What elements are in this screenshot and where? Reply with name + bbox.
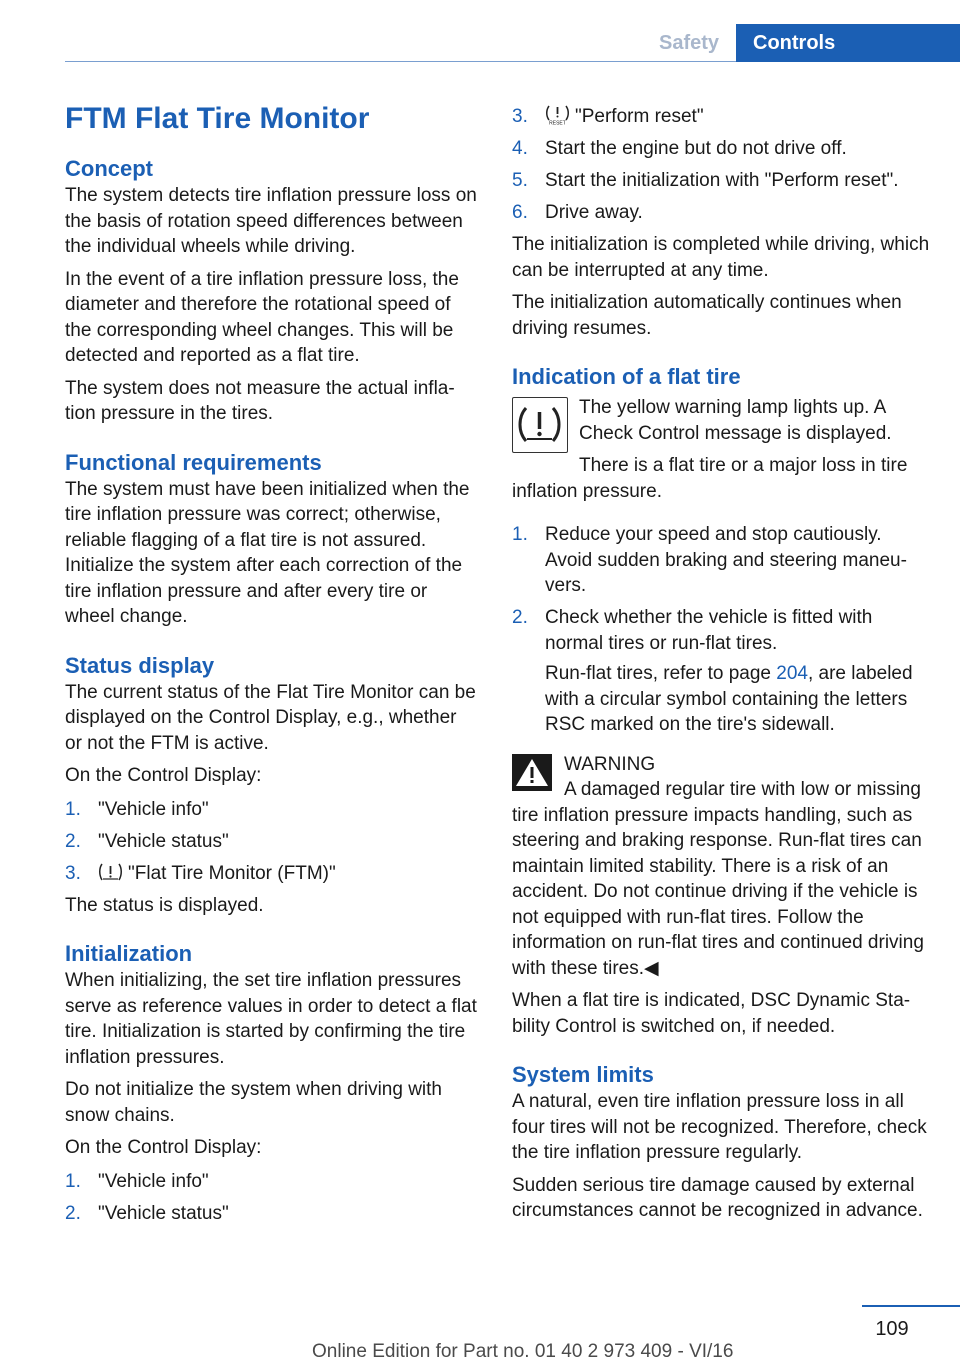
initialization-heading: Initialization — [65, 941, 193, 966]
warning-triangle-icon — [512, 754, 552, 791]
list-item: 2. "Vehicle status" — [65, 1202, 229, 1224]
run-flat-note: Run-flat tires, refer to page 204, are labeled with a circular symbol containing the letters RSC marked on the tire's sidewall. — [545, 663, 913, 735]
flat-tire-indication-block — [512, 395, 930, 504]
warning-block — [512, 752, 930, 982]
concept-paragraph-1: The system detects tire inflation pressure loss on the basis of rotation speed differences between the individual wheels while driving. — [65, 185, 477, 257]
list-item: 5. Start the initialization with "Perform reset". — [512, 170, 899, 191]
flat-tire-warning-lamp-icon — [512, 397, 568, 453]
warning-title: WARNING — [564, 753, 656, 775]
status-paragraph-3: The status is displayed. — [65, 894, 264, 916]
concept-paragraph-2: In the event of a tire inflation pressure loss, the diameter and therefore the rotational speed of the corresponding wheel changes. This will be detected and reported as a flat tire. — [65, 268, 459, 366]
system-limits-paragraph-1: A natural, even tire inflation pressure loss in all four tires will not be recognized. Therefore, check the tire inflation pressure regularly. — [512, 1091, 927, 1163]
status-paragraph-1: The current status of the Flat Tire Monitor can be displayed on the Control Display, e.g., whether or not the FTM is active. — [65, 681, 476, 754]
flat-tire-paragraph-1: The yellow warning lamp lights up. A Check Control message is displayed. — [579, 397, 892, 444]
concept-paragraph-3: The system does not measure the actual inflation pressure in the tires. — [65, 377, 455, 424]
status-steps-list — [65, 797, 477, 887]
functional-requirements-paragraph: The system must have been initialized when the tire inflation pressure was correct; otherwise, reliable flagging of a flat tire is not assured. Initialize the system after each correction of the tire inflation pressure and after every tire or wheel change. — [65, 478, 470, 627]
status-paragraph-2: On the Control Display: — [65, 765, 262, 786]
flat-tire-steps-list — [512, 522, 930, 738]
list-item: 3. RESET "Perform reset" — [512, 106, 704, 127]
initialization-steps-continued — [512, 104, 930, 226]
functional-requirements-heading: Functional requirements — [65, 449, 322, 475]
system-limits-heading: System limits — [512, 1062, 654, 1087]
initialization-paragraph-2: Do not initialize the system when driving with snow chains. — [65, 1079, 443, 1126]
list-item: 3. "Flat Tire Monitor (FTM)" — [65, 862, 336, 884]
dsc-paragraph: When a flat tire is indicated, DSC Dynamic Stability Control is switched on, if needed. — [512, 990, 911, 1037]
edition-footer: Online Edition for Part no. 01 40 2 973 409 - VI/16 — [312, 1341, 734, 1362]
right-column — [512, 104, 930, 1224]
flat-tire-indication-heading: Indication of a flat tire — [512, 364, 741, 389]
list-item: 1. "Vehicle info" — [65, 798, 209, 820]
concept-heading: Concept — [65, 156, 153, 181]
initialization-steps-list — [65, 1169, 477, 1227]
tire-reset-icon — [545, 105, 570, 125]
initialization-paragraph-1: When initializing, the set tire inflation pressures serve as reference values in order to detect a flat tire. Initialization is started by confirming the tire inflation pressures. — [65, 970, 477, 1068]
status-display-heading: Status display — [65, 652, 215, 678]
initialization-continued-paragraph-1: The initialization is completed while driving, which can be interrupted at any time. — [512, 234, 930, 281]
list-item: 1. Reduce your speed and stop cautiously. Avoid sudden braking and steering maneuvers. — [512, 524, 907, 596]
initialization-continued-paragraph-2: The initialization automatically continues when driving resumes. — [512, 292, 902, 339]
left-column — [65, 101, 477, 1233]
list-item: 4. Start the engine but do not drive off. — [512, 138, 847, 159]
initialization-paragraph-3: On the Control Display: — [65, 1137, 262, 1158]
flat-tire-paragraph-2: There is a flat tire or a major loss in tire inflation pressure. — [512, 455, 908, 502]
tab-controls[interactable]: Controls — [736, 24, 960, 62]
tab-safety[interactable]: Safety — [658, 32, 720, 54]
list-item: 2. "Vehicle status" — [65, 830, 229, 852]
page-number: 109 — [875, 1318, 909, 1340]
page-title: FTM Flat Tire Monitor — [65, 102, 370, 135]
system-limits-paragraph-2: Sudden serious tire damage caused by external circumstances cannot be recognized in advance. — [512, 1174, 923, 1221]
list-item: 1. "Vehicle info" — [65, 1170, 209, 1192]
footer-rule — [862, 1305, 960, 1307]
tire-warning-icon — [98, 862, 123, 882]
svg-text:RESET: RESET — [549, 120, 566, 125]
list-item: 6. Drive away. — [512, 202, 643, 223]
warning-text: A damaged regular tire with low or missing tire inflation pressure impacts handling, such as steering and braking response. Run-flat tires can maintain limited stability. There is a risk of an accident. Do not continue driving if the vehicle is not equipped with run-flat tires. Follow the information on run-flat tires and continued driving with these tires.◀ — [512, 779, 924, 979]
page-reference-link[interactable]: 204 — [776, 663, 808, 684]
list-item: 2. Check whether the vehicle is fitted with normal tires or run-flat tires. Run-flat tires, refer to page 204, are labeled with a circular symbol containing the letters RSC marked on the tire's sidewall. — [512, 605, 930, 738]
